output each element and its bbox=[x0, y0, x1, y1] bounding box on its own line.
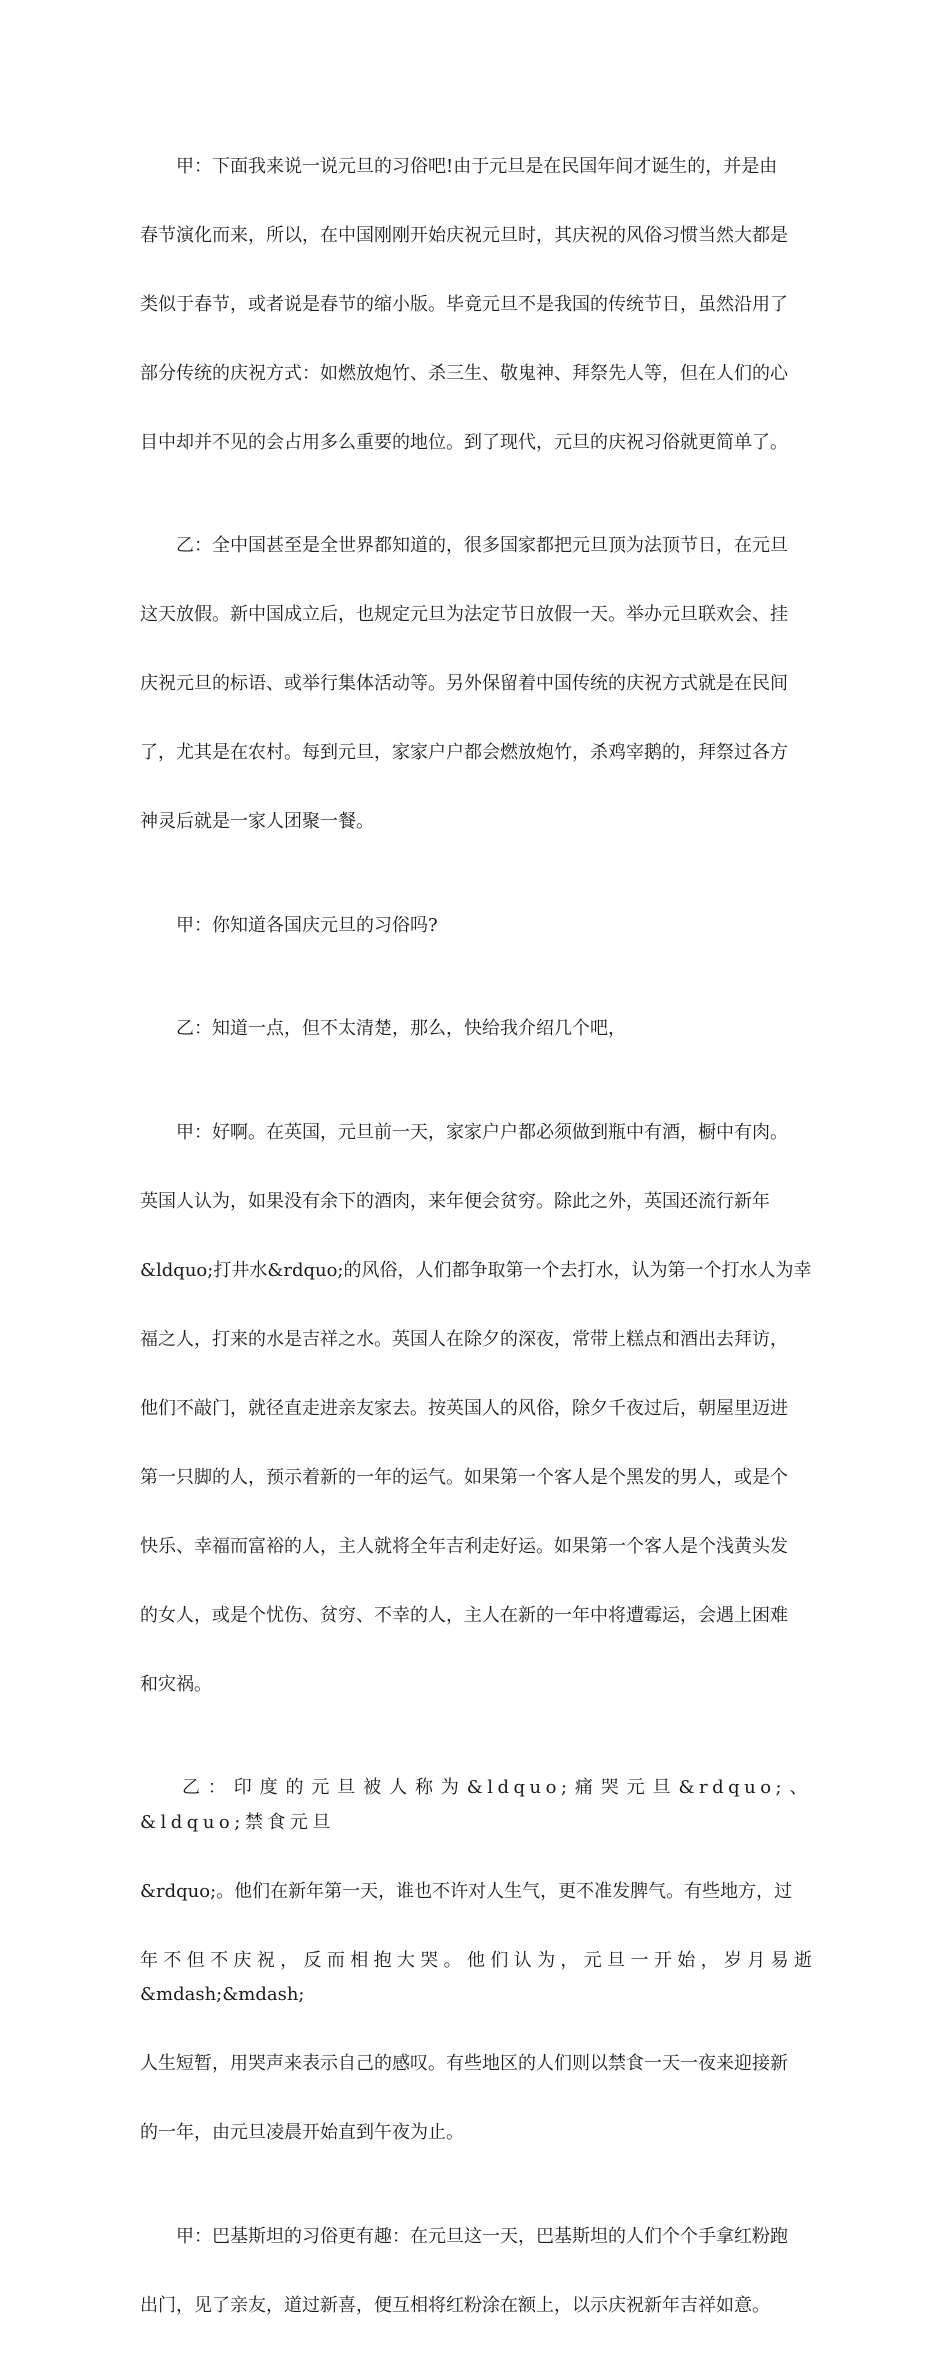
text-line: 了，尤其是在农村。每到元旦，家家户户都会燃放炮竹，杀鸡宰鹅的，拜祭过各方 bbox=[140, 742, 788, 763]
text-line: 和灾祸。 bbox=[140, 1673, 212, 1695]
text-line: 出门，见了亲友，道过新喜，便互相将红粉涂在额上，以示庆祝新年吉祥如意。 bbox=[140, 2294, 770, 2316]
document-page bbox=[140, 115, 812, 2358]
text-line: 福之人，打来的水是吉祥之水。英国人在除夕的深夜，常带上糕点和酒出去拜访， bbox=[140, 1328, 788, 1350]
text-line: 他们不敲门，就径直走进亲友家去。按英国人的风俗，除夕千夜过后，朝屋里迈进 bbox=[140, 1397, 788, 1419]
text-line: 这天放假。新中国成立后，也规定元旦为法定节日放假一天。举办元旦联欢会、挂 bbox=[140, 604, 788, 625]
text-line: 的一年，由元旦凌晨开始直到午夜为止。 bbox=[140, 2122, 464, 2143]
text-line: 乙：全中国甚至是全世界都知道的，很多国家都把元旦顶为法顶节日，在元旦 bbox=[176, 535, 788, 556]
paragraph-jia-2 bbox=[140, 874, 812, 978]
text-line: 乙：知道一点，但不太清楚，那么，快给我介绍几个吧， bbox=[176, 1018, 626, 1039]
text-line: 甲：好啊。在英国，元旦前一天，家家户户都必须做到瓶中有酒，橱中有肉。 bbox=[176, 1121, 788, 1143]
text-line: 庆祝元旦的标语、或举行集体活动等。另外保留着中国传统的庆祝方式就是在民间 bbox=[140, 673, 788, 694]
text-line: &ldquo;打井水&rdquo;的风俗，人们都争取第一个去打水，认为第一个打水人为幸 bbox=[140, 1259, 812, 1281]
text-line: 春节演化而来，所以，在中国刚刚开始庆祝元旦时，其庆祝的风俗习惯当然大都是 bbox=[140, 224, 788, 246]
text-line: 部分传统的庆祝方式：如燃放炮竹、杀三生、敬鬼神、拜祭先人等，但在人们的心 bbox=[140, 362, 788, 384]
text-line: 甲：下面我来说一说元旦的习俗吧!由于元旦是在民国年间才诞生的，并是由 bbox=[176, 155, 778, 177]
text-line: 甲：巴基斯坦的习俗更有趣：在元旦这一天，巴基斯坦的人们个个手拿红粉跑 bbox=[176, 2225, 788, 2247]
paragraph-jia-1 bbox=[140, 115, 812, 495]
paragraph-yi-2 bbox=[140, 978, 812, 1082]
text-line: 的女人，或是个忧伤、贫穷、不幸的人，主人在新的一年中将遭霉运，会遇上困难 bbox=[140, 1604, 788, 1626]
text-line: 年不但不庆祝，反而相抱大哭。他们认为，元旦一开始，岁月易逝&mdash;&mdash; bbox=[140, 1949, 812, 2005]
paragraph-yi-3 bbox=[140, 1737, 812, 2186]
paragraph-jia-4 bbox=[140, 2185, 812, 2358]
paragraph-yi-1 bbox=[140, 495, 812, 875]
text-line: 神灵后就是一家人团聚一餐。 bbox=[140, 811, 374, 832]
text-line: 甲：你知道各国庆元旦的习俗吗? bbox=[176, 914, 438, 936]
text-line: 类似于春节，或者说是春节的缩小版。毕竟元旦不是我国的传统节日，虽然沿用了 bbox=[140, 293, 788, 315]
text-line: 人生短暂，用哭声来表示自己的感叹。有些地区的人们则以禁食一天一夜来迎接新 bbox=[140, 2053, 788, 2074]
text-line: 目中却并不见的会占用多么重要的地位。到了现代，元旦的庆祝习俗就更简单了。 bbox=[140, 431, 788, 453]
text-line: &rdquo;。他们在新年第一天，谁也不许对人生气，更不准发脾气。有些地方，过 bbox=[140, 1880, 793, 1902]
text-line: 快乐、幸福而富裕的人，主人就将全年吉利走好运。如果第一个客人是个浅黄头发 bbox=[140, 1535, 788, 1557]
paragraph-jia-3 bbox=[140, 1081, 812, 1737]
text-line: 第一只脚的人，预示着新的一年的运气。如果第一个客人是个黑发的男人，或是个 bbox=[140, 1466, 788, 1488]
text-line: 乙：印度的元旦被人称为&ldquo;痛哭元旦&rdquo;、&ldquo;禁食元旦 bbox=[140, 1777, 812, 1833]
text-line: 英国人认为，如果没有余下的酒肉，来年便会贫穷。除此之外，英国还流行新年 bbox=[140, 1190, 770, 1212]
